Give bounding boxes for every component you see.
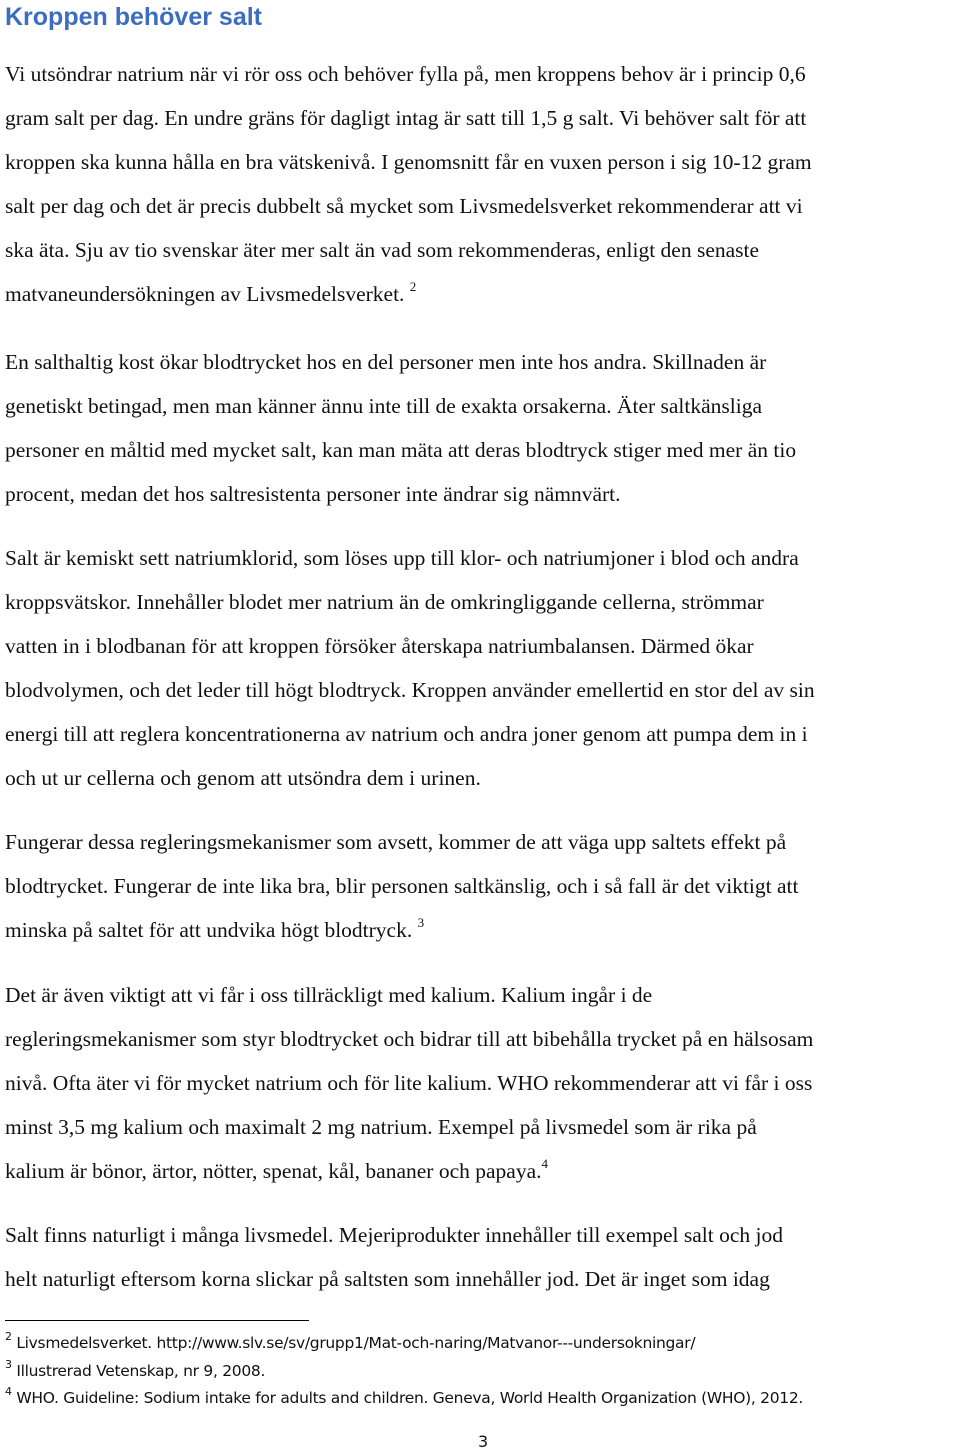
footnote-text: Livsmedelsverket. http://www.slv.se/sv/grupp1/Mat-och-naring/Matvanor---undersokningar/ (16, 1334, 696, 1352)
text-line: Salt finns naturligt i många livsmedel. Mejeriprodukter innehåller till exempel salt och jod (5, 1223, 783, 1247)
footnote-number: 2 (5, 1330, 12, 1343)
text-line: Fungerar dessa regleringsmekanismer som avsett, kommer de att väga upp saltets effekt på (5, 830, 787, 854)
footnote-divider (5, 1320, 309, 1321)
footnote-4 (5, 1385, 804, 1407)
text-line: energi till att reglera koncentrationerna av natrium och andra joner genom att pumpa dem in i (5, 722, 808, 746)
text-line: blodvolymen, och det leder till högt blodtryck. Kroppen använder emellertid en stor del av sin (5, 678, 815, 702)
paragraph-3 (5, 536, 960, 800)
text-line-last (5, 908, 960, 955)
text-line: nivå. Ofta äter vi för mycket natrium och för lite kalium. WHO rekommenderar att vi får i oss (5, 1071, 813, 1095)
text-line: kroppen ska kunna hålla en bra vätskenivå. I genomsnitt får en vuxen person i sig 10-12 gram (5, 150, 812, 174)
text-line: matvaneundersökningen av Livsmedelsverket. (5, 282, 405, 306)
paragraph-6 (5, 1213, 960, 1301)
footnote-3 (5, 1358, 266, 1380)
text-line-last (5, 272, 960, 319)
footnote-ref-3: 3 (417, 915, 425, 930)
text-line: blodtrycket. Fungerar de inte lika bra, blir personen saltkänslig, och i så fall är det viktigt att (5, 874, 799, 898)
paragraph-1 (5, 52, 960, 319)
footnote-ref-2: 2 (409, 279, 417, 294)
footnote-number: 3 (5, 1358, 12, 1371)
paragraph-4 (5, 820, 960, 955)
text-line: genetiskt betingad, men man känner ännu inte till de exakta orsakerna. Äter saltkänsliga (5, 394, 763, 418)
text-line: Vi utsöndrar natrium när vi rör oss och behöver fylla på, men kroppens behov är i princip 0,6 (5, 62, 806, 86)
footnote-text: Illustrerad Vetenskap, nr 9, 2008. (16, 1362, 266, 1380)
text-line: minska på saltet för att undvika högt blodtryck. (5, 918, 413, 942)
text-line: salt per dag och det är precis dubbelt så mycket som Livsmedelsverket rekommenderar att vi (5, 194, 803, 218)
text-line: och ut ur cellerna och genom att utsöndra dem i urinen. (5, 766, 481, 790)
text-line: ska äta. Sju av tio svenskar äter mer salt än vad som rekommenderas, enligt den senaste (5, 238, 760, 262)
text-line-last (5, 1149, 960, 1196)
text-line: Det är även viktigt att vi får i oss tillräckligt med kalium. Kalium ingår i de (5, 983, 653, 1007)
section-heading: Kroppen behöver salt (5, 3, 262, 31)
text-line: procent, medan det hos saltresistenta personer inte ändrar sig nämnvärt. (5, 482, 621, 506)
text-line: En salthaltig kost ökar blodtrycket hos en del personer men inte hos andra. Skillnaden är (5, 350, 767, 374)
text-line: personer en måltid med mycket salt, kan man mäta att deras blodtryck stiger med mer än tio (5, 438, 797, 462)
footnote-text: WHO. Guideline: Sodium intake for adults and children. Geneva, World Health Organization (WHO), 2012. (16, 1389, 804, 1407)
text-line: gram salt per dag. En undre gräns för dagligt intag är satt till 1,5 g salt. Vi behöver salt för att (5, 106, 807, 130)
paragraph-5 (5, 973, 960, 1196)
text-line: Salt är kemiskt sett natriumklorid, som löses upp till klor- och natriumjoner i blod och andra (5, 546, 799, 570)
text-line: helt naturligt eftersom korna slickar på saltsten som innehåller jod. Det är inget som idag (5, 1267, 770, 1291)
footnote-2 (5, 1330, 696, 1352)
footnote-ref-4: 4 (541, 1156, 549, 1171)
paragraph-2 (5, 340, 960, 516)
text-line: kalium är bönor, ärtor, nötter, spenat, kål, bananer och papaya. (5, 1159, 542, 1183)
text-line: vatten in i blodbanan för att kroppen försöker återskapa natriumbalansen. Därmed ökar (5, 634, 754, 658)
page-number: 3 (478, 1432, 489, 1451)
text-line: kroppsvätskor. Innehåller blodet mer natrium än de omkringliggande cellerna, strömmar (5, 590, 764, 614)
text-line: minst 3,5 mg kalium och maximalt 2 mg natrium. Exempel på livsmedel som är rika på (5, 1115, 757, 1139)
footnote-number: 4 (5, 1385, 12, 1398)
text-line: regleringsmekanismer som styr blodtrycket och bidrar till att bibehålla trycket på en hälsosam (5, 1027, 814, 1051)
